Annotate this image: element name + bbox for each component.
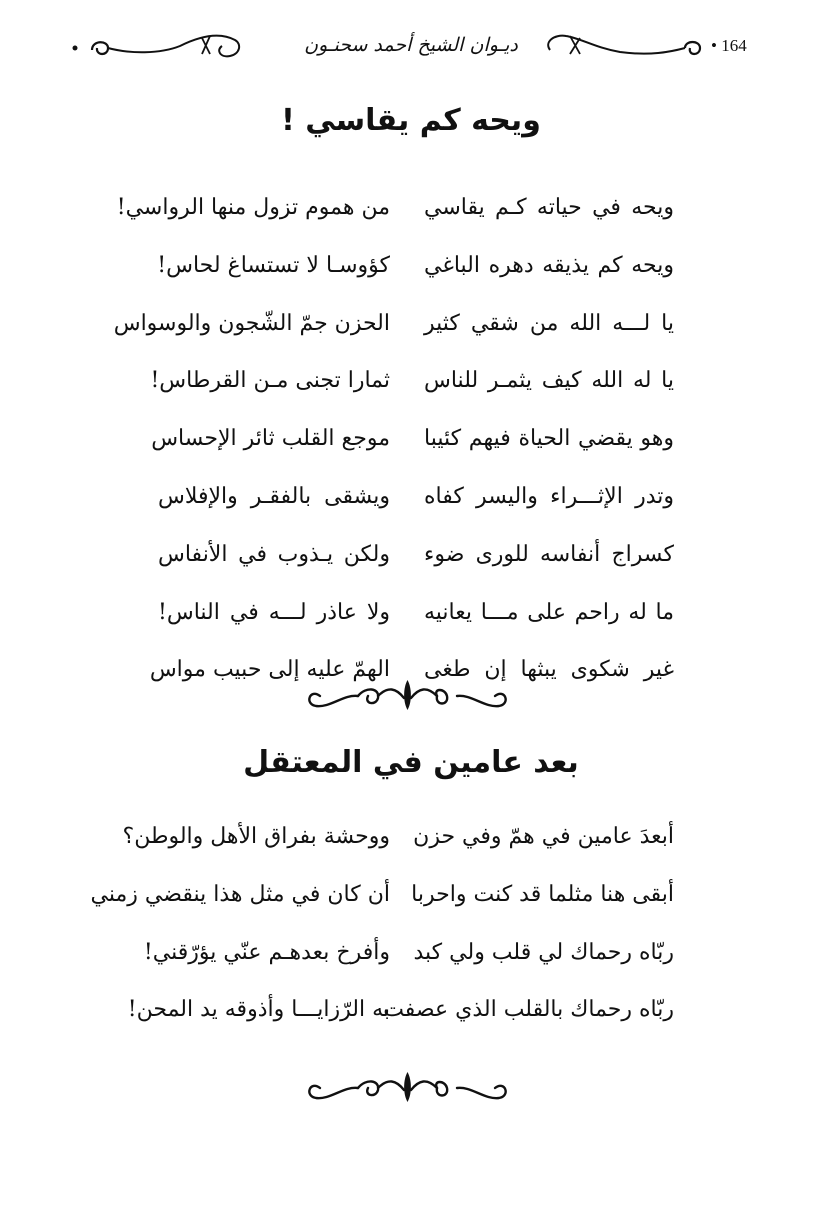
verse-first-hemistich: ربّاه رحماك لي قلب ولي كبد xyxy=(413,939,674,965)
verse-row xyxy=(0,933,822,991)
poem-2-verses xyxy=(0,817,822,1048)
verse-second-hemistich: من هموم تزول منها الرواسي! xyxy=(116,195,390,220)
verse-row xyxy=(0,593,822,651)
section-divider-ornament xyxy=(300,676,515,716)
verse-row xyxy=(0,419,822,477)
verse-first-hemistich: أبقى هنا مثلما قد كنت واحربا xyxy=(411,881,674,907)
end-ornament xyxy=(300,1068,515,1108)
page-number: • 164 xyxy=(711,36,747,55)
verse-first-hemistich: وتدر الإثـــراء واليسر كفاه xyxy=(424,483,674,509)
header-swirl-right-ornament xyxy=(540,28,710,68)
verse-second-hemistich: ولا عاذر لـــه في الناس! xyxy=(158,599,390,625)
verse-second-hemistich: ولكن يـذوب في الأنفاس xyxy=(158,541,390,567)
verse-second-hemistich: الحزن جمّ الشّجون والوسواس xyxy=(113,310,390,336)
verse-row xyxy=(0,990,822,1048)
verse-row xyxy=(0,188,822,246)
verse-second-hemistich: ويشقى بالفقـر والإفلاس xyxy=(158,483,390,509)
verse-first-hemistich: ما له راحم على مـــا يعانيه xyxy=(424,599,674,625)
verse-first-hemistich: أبعدَ عامين في همّ وفي حزن xyxy=(413,824,674,849)
verse-row xyxy=(0,246,822,304)
verse-row xyxy=(0,477,822,535)
verse-second-hemistich: كؤوسـا لا تستساغ لحاس! xyxy=(157,252,390,278)
poem-title-1: ويحه كم يقاسي ! xyxy=(281,103,541,138)
page-header xyxy=(0,0,822,80)
verse-second-hemistich: أن كان في مثل هذا ينقضي زمني xyxy=(90,881,390,907)
verse-first-hemistich: كسراج أنفاسه للورى ضوء xyxy=(424,541,674,567)
verse-second-hemistich: ثمارا تجنى مـن القرطاس! xyxy=(150,368,390,394)
verse-first-hemistich: يا له الله كيف يثمـر للناس xyxy=(424,368,674,394)
verse-second-hemistich: الهمّ عليه إلى حبيب مواس xyxy=(149,657,390,683)
poem-title-2: بعد عامين في المعتقل xyxy=(243,745,579,780)
verse-first-hemistich: وهو يقضي الحياة فيهم كئيبا xyxy=(424,426,674,452)
verse-second-hemistich: به الرّزايـــا وأذوقه يد المحن! xyxy=(127,997,390,1023)
verse-row xyxy=(0,304,822,362)
poem-1-verses xyxy=(0,188,822,708)
verse-first-hemistich: ربّاه رحماك بالقلب الذي عصفت xyxy=(383,997,674,1023)
verse-row xyxy=(0,817,822,875)
header-swirl-left-ornament xyxy=(70,28,250,68)
verse-row xyxy=(0,875,822,933)
verse-first-hemistich: ويحه كم يذيقه دهره الباغي xyxy=(424,252,674,278)
verse-row xyxy=(0,361,822,419)
verse-second-hemistich: موجع القلب ثائر الإحساس xyxy=(151,426,390,452)
verse-second-hemistich: وأفرخ بعدهـم عنّي يؤرّقني! xyxy=(143,939,390,965)
book-title: ديـوان الشيخ أحمد سحنـون xyxy=(304,34,518,56)
verse-row xyxy=(0,535,822,593)
verse-first-hemistich: ويحه في حياته كـم يقاسي xyxy=(424,195,674,220)
verse-first-hemistich: غير شكوى يبثها إن طغى xyxy=(424,657,674,683)
verse-first-hemistich: يا لـــه الله من شقي كثير xyxy=(424,310,674,336)
verse-second-hemistich: ووحشة بفراق الأهل والوطن؟ xyxy=(122,824,390,849)
